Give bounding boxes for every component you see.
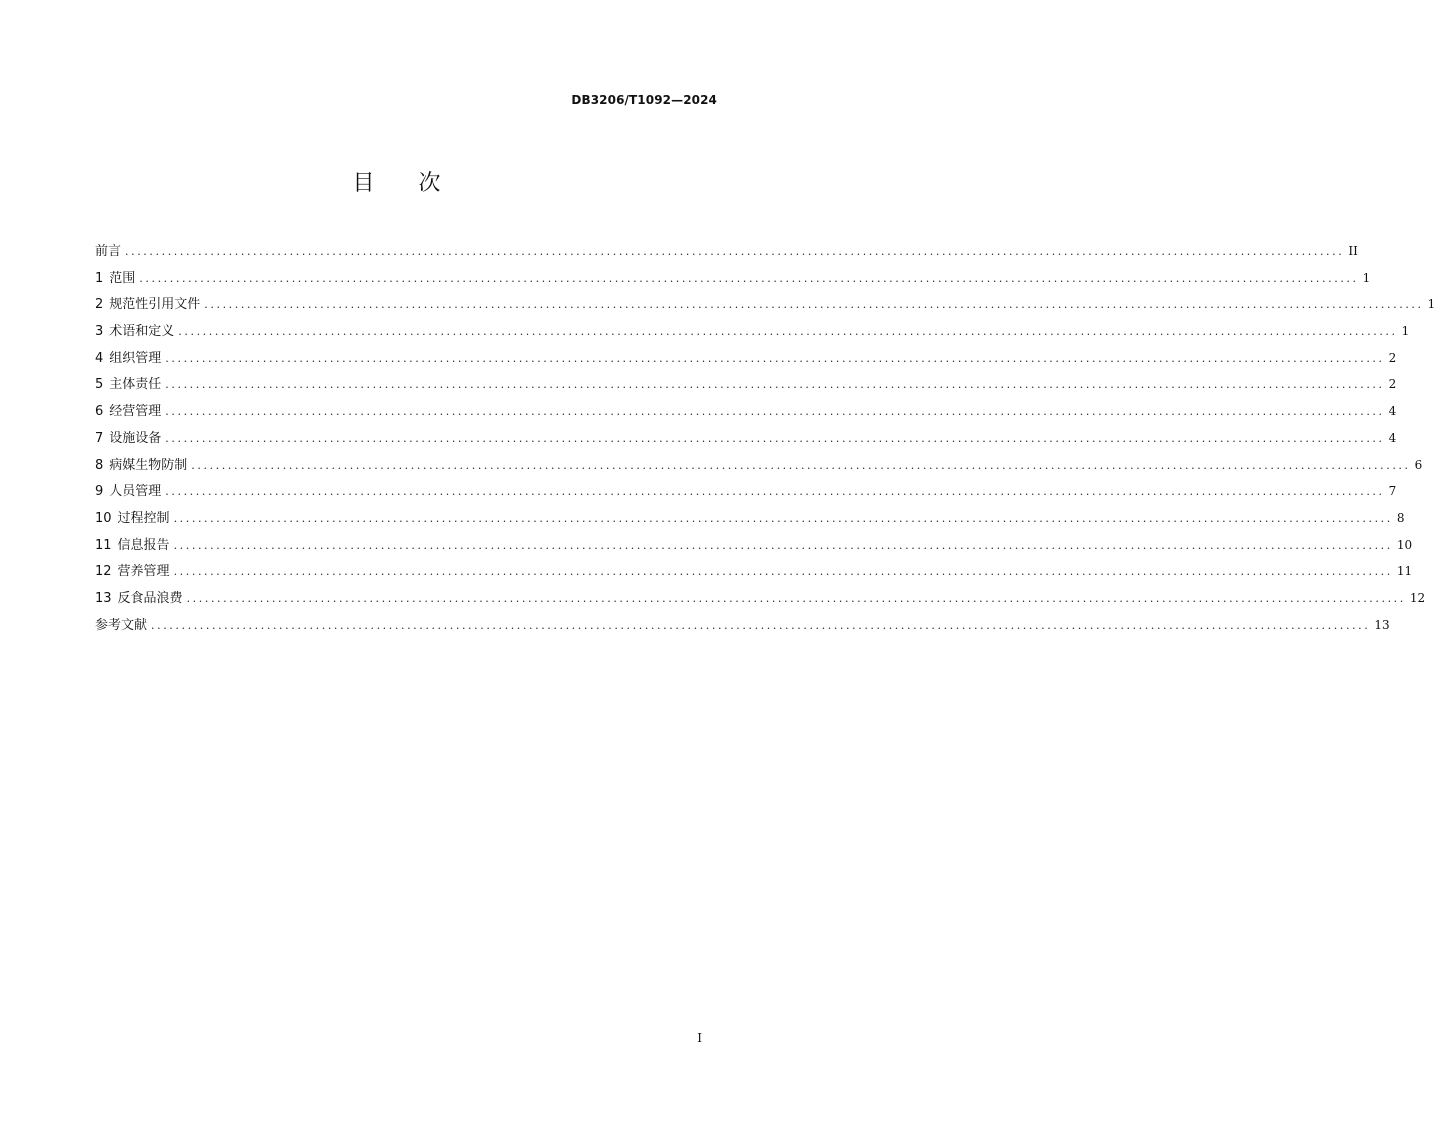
toc-entry-page: 8 [1396, 510, 1405, 525]
toc-entry-page: 7 [1388, 484, 1397, 499]
toc-entry-bibliography[interactable] [95, 614, 1390, 641]
toc-entry-number: 5 [95, 377, 104, 393]
toc-entry-text: 营养管理 [117, 564, 170, 580]
toc-entry-text: 组织管理 [109, 350, 162, 366]
toc-title-part2: 次 [418, 171, 441, 196]
toc-entry-personnel-management[interactable] [95, 480, 1397, 507]
toc-dot-leader: ........................................................................................................................................................................................................ [186, 591, 1406, 605]
toc-entry-label [95, 507, 170, 526]
page-number: I [697, 1031, 702, 1045]
toc-entry-terms-definitions[interactable] [95, 320, 1410, 347]
toc-entry-nutrition-management[interactable] [95, 560, 1413, 587]
toc-dot-leader: ........................................................................................................................................................................................................ [165, 431, 1385, 445]
toc-entry-anti-food-waste[interactable] [95, 587, 1426, 614]
toc-entry-number: 4 [95, 350, 104, 366]
toc-entry-page: 13 [1374, 617, 1390, 632]
toc-dot-leader: ........................................................................................................................................................................................................ [151, 618, 1371, 632]
toc-entry-number: 1 [95, 270, 104, 286]
toc-entry-label [95, 480, 161, 499]
toc-entry-text: 人员管理 [109, 484, 162, 500]
toc-entry-page: 11 [1396, 564, 1413, 579]
toc-entry-number: 2 [95, 297, 104, 313]
toc-entry-label [95, 347, 161, 366]
toc-entry-organization-management[interactable] [95, 347, 1397, 374]
toc-dot-leader: ........................................................................................................................................................................................................ [173, 538, 1393, 552]
toc-entry-label [95, 267, 135, 286]
toc-entry-main-responsibility[interactable] [95, 373, 1397, 400]
toc-entry-operation-management[interactable] [95, 400, 1397, 427]
toc-entry-text: 设施设备 [109, 430, 162, 446]
toc-entry-text: 病媒生物防制 [109, 457, 188, 473]
toc-dot-leader: ........................................................................................................................................................................................................ [165, 405, 1385, 419]
toc-dot-leader: ........................................................................................................................................................................................................ [165, 485, 1385, 499]
toc-entry-number: 3 [95, 324, 104, 340]
toc-entry-page: II [1348, 244, 1358, 258]
toc-entry-page: 1 [1362, 270, 1371, 285]
toc-entry-text: 范围 [109, 270, 136, 286]
toc-entry-page: 6 [1414, 457, 1423, 472]
toc-entry-label [95, 454, 187, 473]
toc-entry-text: 反食品浪费 [117, 590, 183, 606]
toc-entry-label [95, 427, 161, 446]
toc-entry-number: 12 [95, 564, 112, 580]
toc-entry-number: 7 [95, 430, 104, 446]
toc-entry-vector-control[interactable] [95, 454, 1423, 481]
toc-entry-page: 2 [1388, 377, 1397, 392]
toc-entry-number: 6 [95, 404, 104, 420]
toc-entry-page: 4 [1388, 430, 1397, 445]
toc-entry-number: 10 [95, 510, 112, 526]
toc-entry-page: 1 [1401, 324, 1410, 339]
toc-entry-number: 11 [95, 537, 112, 553]
toc-entry-number: 9 [95, 484, 104, 500]
toc-entry-number: 8 [95, 457, 104, 473]
toc-entry-text: 主体责任 [109, 377, 162, 393]
toc-list [95, 240, 1435, 640]
toc-entry-text: 过程控制 [117, 510, 170, 526]
toc-entry-normative-references[interactable] [95, 293, 1435, 320]
toc-entry-process-control[interactable] [95, 507, 1405, 534]
toc-dot-leader: ........................................................................................................................................................................................................ [173, 565, 1393, 579]
toc-title-part1: 目 [352, 171, 375, 196]
toc-dot-leader: ........................................................................................................................................................................................................ [165, 351, 1385, 365]
toc-entry-label [95, 240, 121, 259]
toc-entry-page: 12 [1409, 590, 1426, 605]
toc-entry-text: 规范性引用文件 [109, 297, 201, 313]
toc-dot-leader: ........................................................................................................................................................................................................ [125, 245, 1345, 258]
toc-entry-label [95, 400, 161, 419]
toc-dot-leader: ........................................................................................................................................................................................................ [173, 511, 1393, 525]
toc-entry-label [95, 293, 200, 312]
toc-entry-label [95, 320, 174, 339]
toc-entry-text: 参考文献 [95, 617, 148, 633]
toc-dot-leader: ........................................................................................................................................................................................................ [204, 298, 1424, 312]
toc-dot-leader: ........................................................................................................................................................................................................ [178, 325, 1398, 339]
toc-entry-text: 信息报告 [117, 537, 170, 553]
toc-entry-facilities-equipment[interactable] [95, 427, 1397, 454]
document-code: DB3206/T1092—2024 [571, 93, 717, 107]
toc-entry-page: 2 [1388, 350, 1397, 365]
toc-dot-leader: ........................................................................................................................................................................................................ [191, 458, 1411, 472]
toc-entry-information-report[interactable] [95, 534, 1413, 561]
toc-entry-label [95, 587, 183, 606]
toc-entry-page: 10 [1396, 537, 1413, 552]
toc-entry-text: 术语和定义 [109, 324, 175, 340]
toc-entry-scope[interactable] [95, 267, 1371, 294]
toc-entry-number: 13 [95, 590, 112, 606]
toc-entry-page: 4 [1388, 404, 1397, 419]
toc-entry-label [95, 373, 161, 392]
toc-dot-leader: ........................................................................................................................................................................................................ [165, 378, 1385, 392]
toc-dot-leader: ........................................................................................................................................................................................................ [139, 271, 1359, 285]
toc-entry-label [95, 614, 147, 633]
toc-title [0, 166, 793, 197]
toc-entry-label [95, 560, 170, 579]
toc-entry-text: 经营管理 [109, 404, 162, 420]
toc-entry-label [95, 534, 170, 553]
toc-entry-page: 1 [1427, 297, 1435, 312]
toc-entry-foreword[interactable] [95, 240, 1358, 267]
toc-entry-text: 前言 [95, 244, 122, 259]
